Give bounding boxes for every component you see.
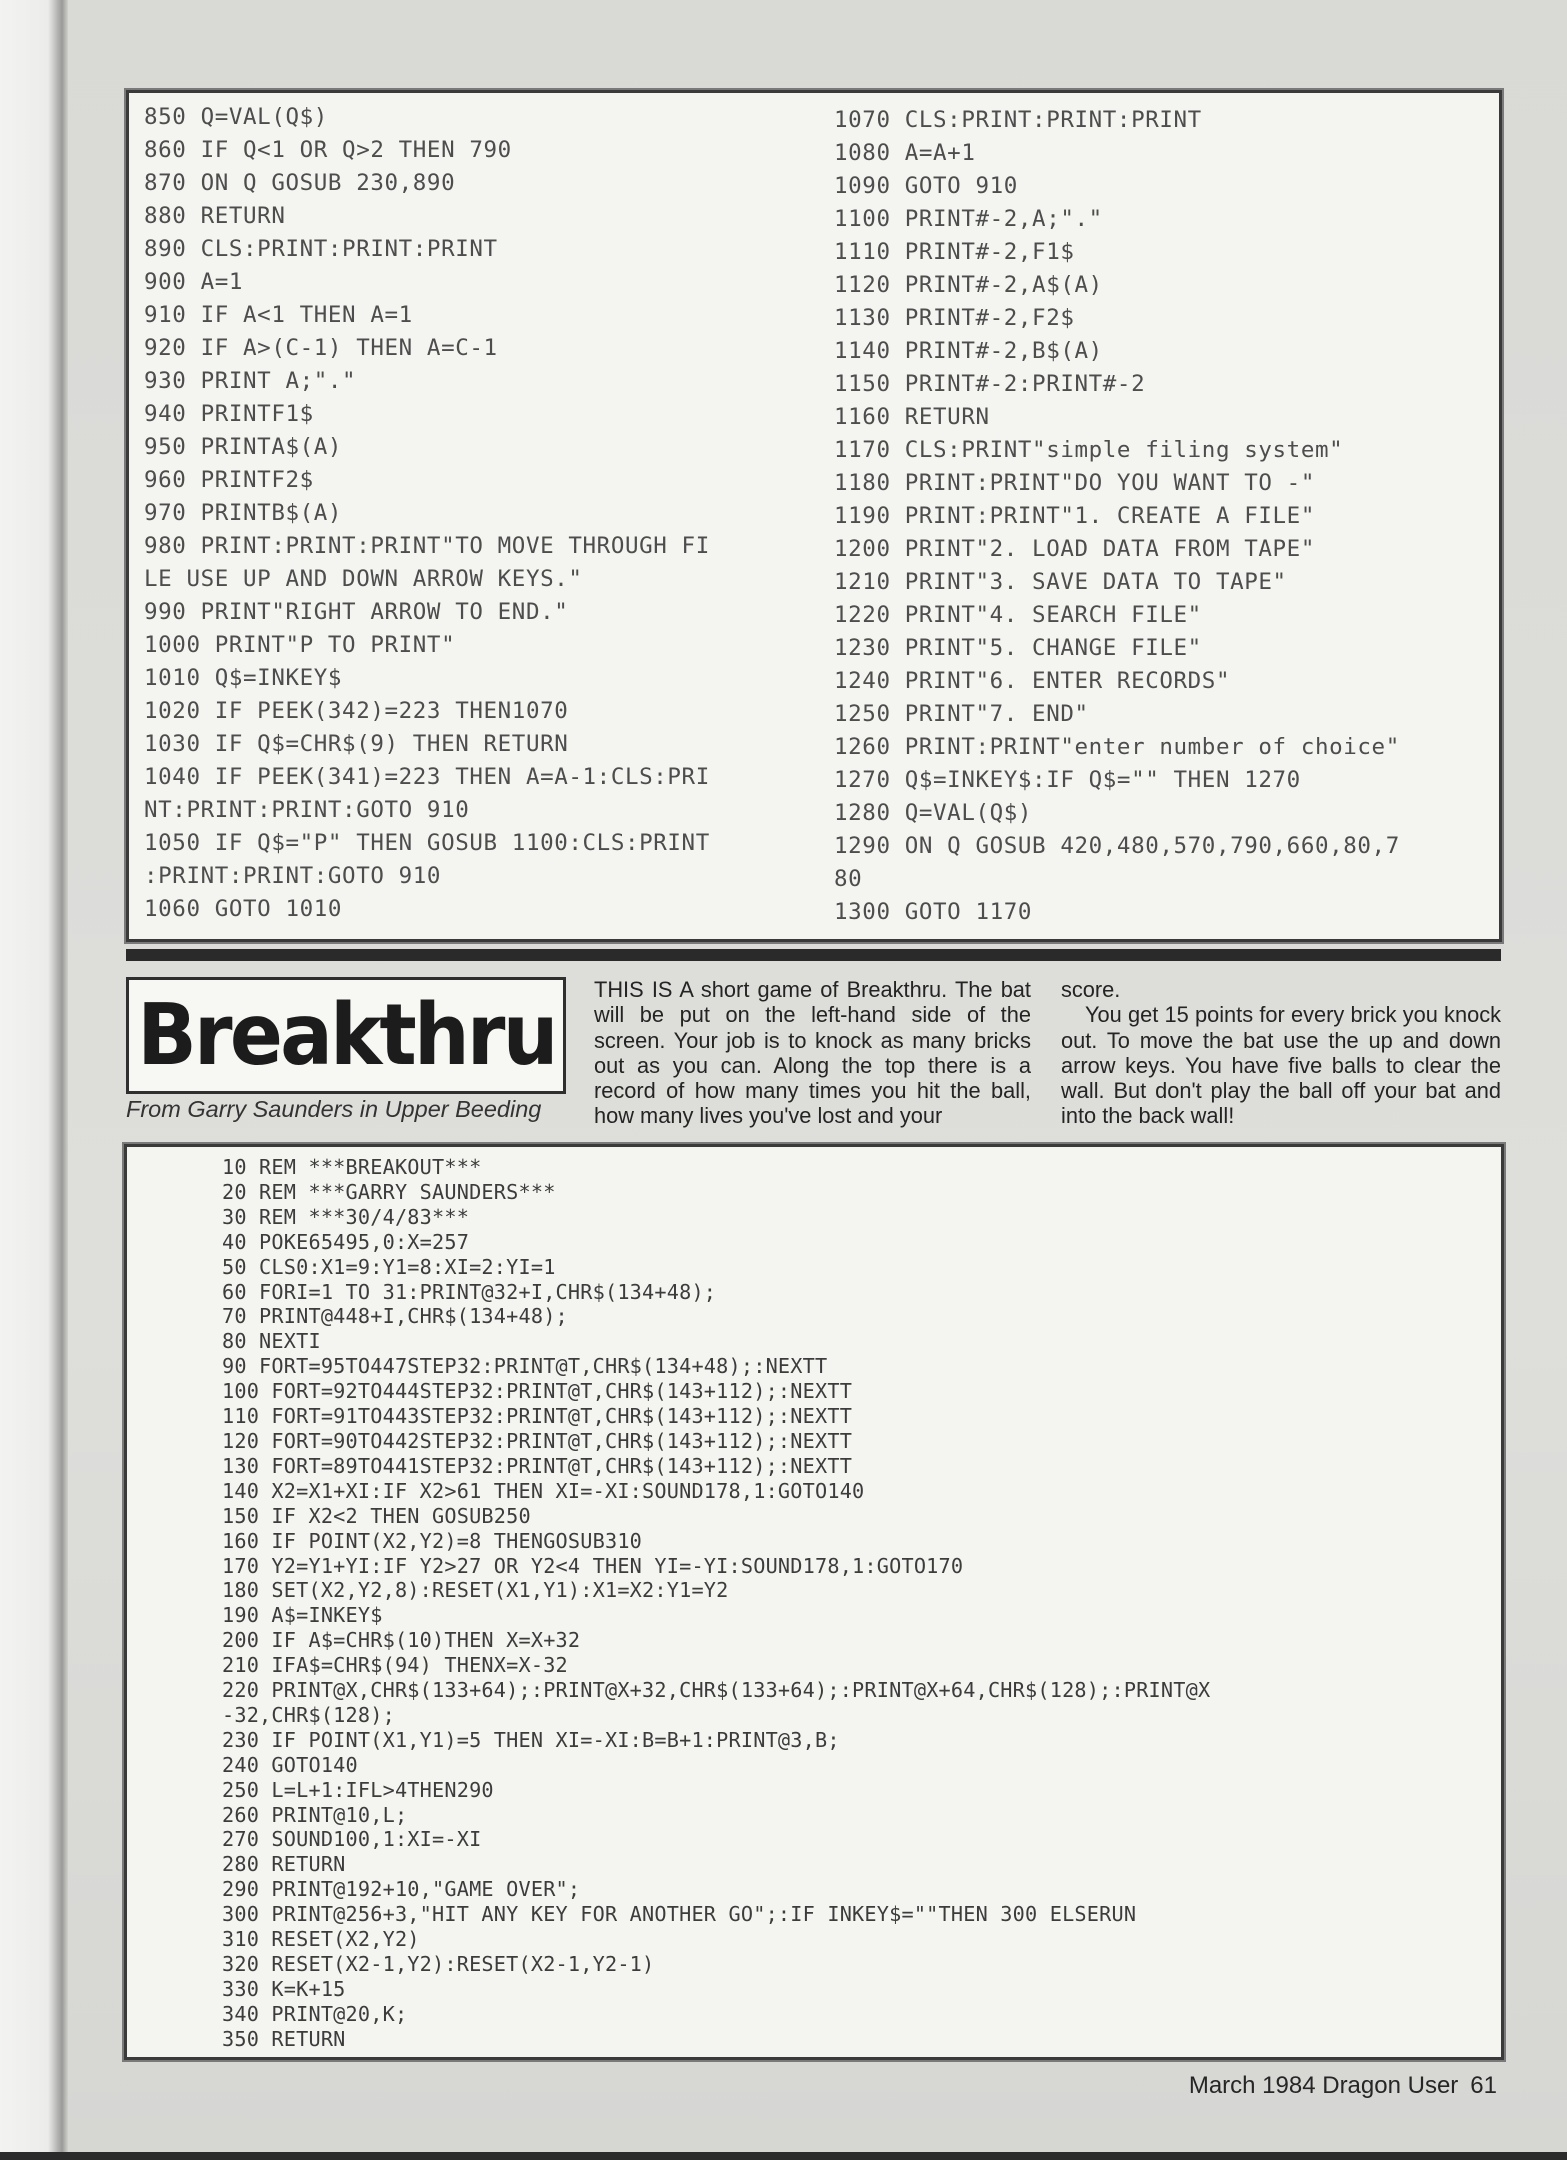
code-line: 940 PRINTF1$ [144, 401, 314, 427]
breakthru-code-listing-box [124, 1144, 1504, 2060]
code-line: 320 RESET(X2-1,Y2):RESET(X2-1,Y2-1) [222, 1952, 655, 1976]
code-line: 110 FORT=91TO443STEP32:PRINT@T,CHR$(143+112);:NEXTT [222, 1404, 853, 1429]
code-line: 210 IFA$=CHR$(94) THENX=X-32 [222, 1653, 568, 1678]
code-line: 290 PRINT@192+10,"GAME OVER"; [222, 1877, 581, 1902]
code-line: 170 Y2=Y1+YI:IF Y2>27 OR Y2<4 THEN YI=-YI:SOUND178,1:GOTO170 [222, 1553, 964, 1578]
code-line: 50 CLS0:X1=9:Y1=8:XI=2:YI=1 [222, 1254, 556, 1279]
code-line: 1240 PRINT"6. ENTER RECORDS" [834, 668, 1231, 694]
code-line: 1300 GOTO 1170 [834, 899, 1033, 925]
code-line: 100 FORT=92TO444STEP32:PRINT@T,CHR$(143+112);:NEXTT [222, 1379, 853, 1404]
code-line: 860 IF Q<1 OR Q>2 THEN 790 [144, 137, 512, 163]
code-line: 270 SOUND100,1:XI=-XI [222, 1827, 482, 1852]
code-line: 240 GOTO140 [222, 1752, 358, 1777]
code-line: 340 PRINT@20,K; [222, 2001, 408, 2026]
code-line: 990 PRINT"RIGHT ARROW TO END." [144, 599, 569, 625]
code-line: 1160 RETURN [834, 404, 990, 430]
code-line: 1200 PRINT"2. LOAD DATA FROM TAPE" [834, 536, 1315, 562]
code-line: 980 PRINT:PRINT:PRINT"TO MOVE THROUGH FI [144, 533, 710, 559]
top-code-listing-box [126, 90, 1502, 942]
section-divider-rule [126, 949, 1501, 961]
code-line: 120 FORT=90TO442STEP32:PRINT@T,CHR$(143+112);:NEXTT [222, 1428, 853, 1453]
code-line: 310 RESET(X2,Y2) [222, 1927, 420, 1952]
code-line: 90 FORT=95TO447STEP32:PRINT@T,CHR$(134+48);:NEXTT [222, 1354, 828, 1379]
code-line: 180 SET(X2,Y2,8):RESET(X1,Y1):X1=X2:Y1=Y2 [222, 1578, 729, 1603]
code-line: 150 IF X2<2 THEN GOSUB250 [222, 1503, 531, 1528]
code-line: 1050 IF Q$="P" THEN GOSUB 1100:CLS:PRINT [144, 830, 710, 856]
code-line: 1090 GOTO 910 [834, 173, 1018, 199]
code-line: 250 L=L+1:IFL>4THEN290 [222, 1777, 494, 1802]
intro-paragraph: You get 15 points for every brick you knock out. To move the bat use the up and down arrow keys. You have five balls to clear the wall. But don't play the ball off your bat and into the back wall! [1061, 1002, 1501, 1129]
code-line: 1110 PRINT#-2,F1$ [834, 239, 1075, 265]
code-line: 880 RETURN [144, 203, 286, 229]
code-line: 80 NEXTI [222, 1329, 321, 1354]
code-line: 1000 PRINT"P TO PRINT" [144, 632, 456, 658]
code-line: 1060 GOTO 1010 [144, 896, 343, 922]
intro-column-2 [1061, 977, 1501, 1129]
code-line: 1040 IF PEEK(341)=223 THEN A=A-1:CLS:PRI [144, 764, 710, 790]
code-line: 1020 IF PEEK(342)=223 THEN1070 [144, 698, 569, 724]
code-line: 910 IF A<1 THEN A=1 [144, 302, 413, 328]
code-line: 1180 PRINT:PRINT"DO YOU WANT TO -" [834, 470, 1315, 496]
code-line: 1120 PRINT#-2,A$(A) [834, 272, 1103, 298]
intro-paragraph: THIS IS A short game of Breakthru. The bat will be put on the left-hand side of the screen. Your job is to knock as many bricks out as you can. Along the top there is a record of how many times you hit the ball, how many lives you've lost and your [594, 977, 1031, 1129]
code-line: NT:PRINT:PRINT:GOTO 910 [144, 797, 470, 823]
code-line: 870 ON Q GOSUB 230,890 [144, 170, 456, 196]
code-line: 890 CLS:PRINT:PRINT:PRINT [144, 236, 498, 262]
code-line: 350 RETURN [222, 2026, 346, 2051]
code-line: 1030 IF Q$=CHR$(9) THEN RETURN [144, 731, 569, 757]
code-line: 70 PRINT@448+I,CHR$(134+48); [222, 1304, 568, 1329]
code-line: 960 PRINTF2$ [144, 467, 314, 493]
magazine-spine [0, 0, 68, 2160]
page-bottom-edge [0, 2152, 1567, 2160]
code-line: 330 K=K+15 [222, 1976, 346, 2001]
code-line: :PRINT:PRINT:GOTO 910 [144, 863, 442, 889]
code-line: 1260 PRINT:PRINT"enter number of choice" [834, 734, 1400, 760]
code-line: 1190 PRINT:PRINT"1. CREATE A FILE" [834, 503, 1315, 529]
code-line: 220 PRINT@X,CHR$(133+64);:PRINT@X+32,CHR$(133+64);:PRINT@X+64,CHR$(128);:PRINT@X [222, 1678, 1211, 1703]
code-line: LE USE UP AND DOWN ARROW KEYS." [144, 566, 583, 592]
code-line: 60 FORI=1 TO 31:PRINT@32+I,CHR$(134+48); [222, 1279, 717, 1304]
intro-column-1 [594, 977, 1031, 1129]
code-line: 1070 CLS:PRINT:PRINT:PRINT [834, 107, 1202, 133]
breakthru-code-listing [222, 1155, 1492, 2052]
code-line: 1080 A=A+1 [834, 140, 976, 166]
issue-label: March 1984 Dragon User [1188, 2072, 1459, 2099]
code-line: 280 RETURN [222, 1852, 346, 1877]
code-line: 80 [834, 866, 863, 892]
code-line: 900 A=1 [144, 269, 244, 295]
code-line: 1290 ON Q GOSUB 420,480,570,790,660,80,7 [834, 833, 1400, 859]
code-line: 1280 Q=VAL(Q$) [834, 800, 1033, 826]
code-line: 1150 PRINT#-2:PRINT#-2 [834, 371, 1146, 397]
code-line: 20 REM ***GARRY SAUNDERS*** [222, 1179, 556, 1204]
code-line: -32,CHR$(128); [222, 1702, 395, 1727]
code-line: 1250 PRINT"7. END" [834, 701, 1089, 727]
article-byline: From Garry Saunders in Upper Beeding [126, 1096, 542, 1122]
code-line: 1170 CLS:PRINT"simple filing system" [834, 437, 1344, 463]
page-footer [1189, 2072, 1497, 2100]
code-line: 1010 Q$=INKEY$ [144, 665, 343, 691]
code-line: 230 IF POINT(X1,Y1)=5 THEN XI=-XI:B=B+1:PRINT@3,B; [222, 1727, 840, 1752]
code-line: 260 PRINT@10,L; [222, 1802, 408, 1827]
code-line: 1210 PRINT"3. SAVE DATA TO TAPE" [834, 569, 1287, 595]
code-line: 1220 PRINT"4. SEARCH FILE" [834, 602, 1202, 628]
code-line: 200 IF A$=CHR$(10)THEN X=X+32 [222, 1628, 581, 1653]
code-line: 140 X2=X1+XI:IF X2>61 THEN XI=-XI:SOUND178,1:GOTO140 [222, 1478, 865, 1503]
code-line: 1230 PRINT"5. CHANGE FILE" [834, 635, 1202, 661]
code-line: 1270 Q$=INKEY$:IF Q$="" THEN 1270 [834, 767, 1301, 793]
article-title: Breakthru [136, 986, 556, 1085]
code-line: 10 REM ***BREAKOUT*** [222, 1155, 482, 1179]
code-listing-right-column [834, 104, 1499, 929]
code-line: 160 IF POINT(X2,Y2)=8 THENGOSUB310 [222, 1528, 643, 1553]
code-line: 130 FORT=89TO441STEP32:PRINT@T,CHR$(143+112);:NEXTT [222, 1453, 853, 1478]
code-line: 40 POKE65495,0:X=257 [222, 1229, 470, 1254]
article-title-box [126, 977, 566, 1094]
code-line: 920 IF A>(C-1) THEN A=C-1 [144, 335, 498, 361]
code-line: 190 A$=INKEY$ [222, 1603, 383, 1628]
code-line: 950 PRINTA$(A) [144, 434, 343, 460]
intro-paragraph: score. [1061, 977, 1121, 1002]
code-line: 1140 PRINT#-2,B$(A) [834, 338, 1103, 364]
code-line: 1130 PRINT#-2,F2$ [834, 305, 1075, 331]
code-line: 850 Q=VAL(Q$) [144, 104, 328, 130]
code-line: 930 PRINT A;"." [144, 368, 357, 394]
code-listing-left-column [144, 101, 934, 926]
page-number: 61 [1470, 2072, 1497, 2099]
code-line: 970 PRINTB$(A) [144, 500, 343, 526]
code-line: 300 PRINT@256+3,"HIT ANY KEY FOR ANOTHER GO";:IF INKEY$=""THEN 300 ELSERUN [222, 1902, 1137, 1927]
code-line: 1100 PRINT#-2,A;"." [834, 206, 1103, 232]
code-line: 30 REM ***30/4/83*** [222, 1204, 470, 1229]
